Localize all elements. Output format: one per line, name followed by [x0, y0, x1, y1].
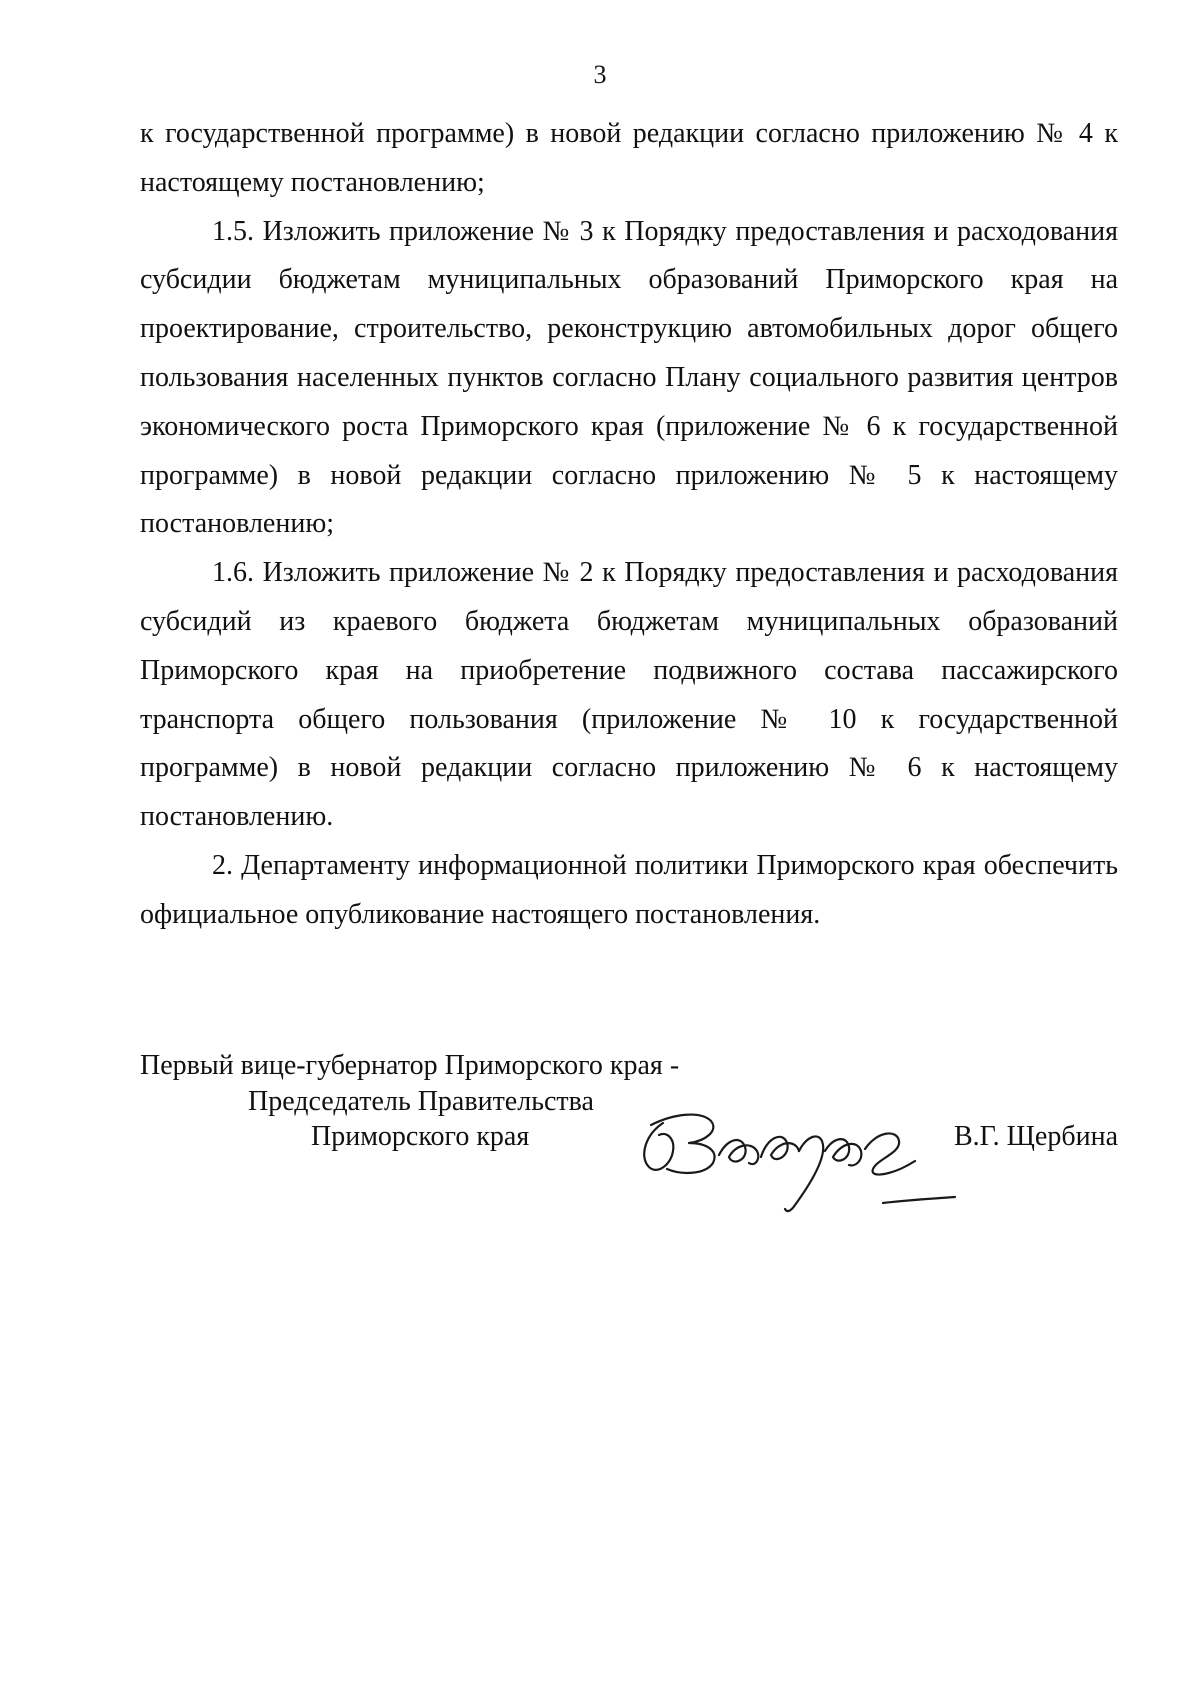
paragraph-continuation: к государственной программе) в новой редакции согласно приложению № 4 к настоящему постановлению; — [140, 118, 1118, 198]
handwritten-signature — [615, 1095, 965, 1220]
paragraph-item-2: 2. Департаменту информационной политики Приморского края обеспечить официальное опубликование настоящего постановления. — [140, 849, 1118, 930]
page-number: 3 — [593, 60, 607, 89]
paragraph-item-1-5: 1.5. Изложить приложение № 3 к Порядку предоставления и расходования субсидии бюджетам муниципальных образований Приморского края на проектирование, строительство, реконструкцию автомобильных дорог общего пользования населенных пунктов согласно Плану социального развития центров экономического роста Приморского края (приложение № 6 к государственной программе) в новой редакции согласно приложению № 5 к настоящему постановлению; — [140, 215, 1118, 540]
signer-position-line-3: Приморского края — [311, 1121, 530, 1152]
signer-position-line-2: Председатель Правительства — [248, 1086, 594, 1117]
signer-name: В.Г. Щербина — [953, 1121, 1118, 1152]
paragraph-item-1-6: 1.6. Изложить приложение № 2 к Порядку предоставления и расходования субсидий из краевого бюджета бюджетам муниципальных образований Приморского края на приобретение подвижного состава пассажирского транспорта общего пользования (приложение № 10 к государственной программе) в новой редакции согласно приложению № 6 к настоящему постановлению. — [140, 557, 1118, 833]
document-body — [140, 110, 1118, 940]
signer-position-line-1: Первый вице-губернатор Приморского края - — [140, 1050, 680, 1081]
